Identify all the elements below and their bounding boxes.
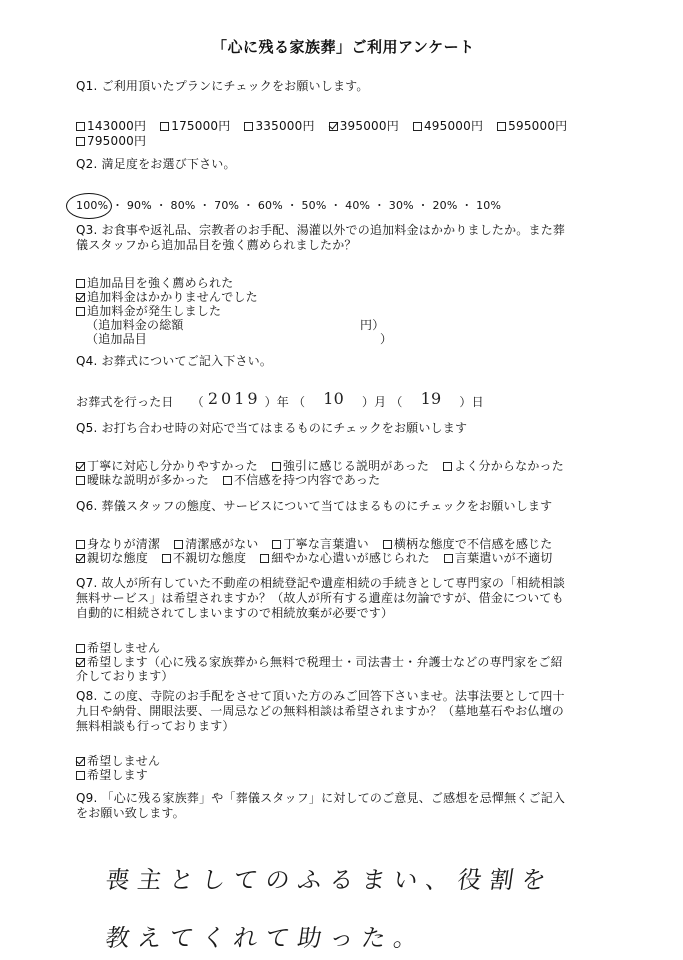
q3-items-close: ） <box>380 332 393 346</box>
q6-row2 <box>76 551 562 565</box>
q6-option[interactable]: 清潔感がない <box>174 537 258 551</box>
q1-option-795000[interactable]: 795000円 <box>76 134 146 148</box>
q4-year-value[interactable]: 2019 <box>207 389 261 408</box>
q1-option-595000[interactable]: 595000円 <box>497 119 567 133</box>
q5-option[interactable]: よく分からなかった <box>443 459 564 473</box>
q1-option-335000[interactable]: 335000円 <box>244 119 314 133</box>
q2-question: Q2. 満足度をお選び下さい。 <box>76 157 236 171</box>
q6-option[interactable]: 細やかな心遣いが感じられた <box>260 551 430 565</box>
q4-year-label: 年 <box>276 395 289 409</box>
q1-option-143000[interactable]: 143000円 <box>76 119 146 133</box>
q6-option[interactable]: 身なりが清潔 <box>76 537 160 551</box>
q4-month-value[interactable]: 10 <box>323 389 344 408</box>
q2-option[interactable]: 100% <box>76 199 109 212</box>
q2-option[interactable]: 20% <box>432 199 458 212</box>
q2-option[interactable]: 30% <box>388 199 414 212</box>
q7-question-line1: Q7. 故人が所有していた不動産の相続登記や遺産相続の手続きとして専門家の「相続相談 <box>76 576 566 590</box>
q3-items-label: （追加品目 <box>86 332 148 346</box>
q5-option[interactable]: 不信感を持つ内容であった <box>223 473 380 487</box>
q2-option[interactable]: 70% <box>214 199 240 212</box>
q8-option-2[interactable]: 希望します <box>76 768 148 782</box>
q1-question: Q1. ご利用頂いたプランにチェックをお願いします。 <box>76 79 369 93</box>
q4-month-label: 月 <box>374 395 387 409</box>
q2-option[interactable]: 40% <box>345 199 371 212</box>
q5-row1 <box>76 459 574 473</box>
q1-option-175000[interactable]: 175000円 <box>160 119 230 133</box>
q4-question: Q4. お葬式についてご記入下さい。 <box>76 354 273 368</box>
q4-date-row: お葬式を行った日 （ 2019 ）年 （ 10 ）月 （ 19 ）日 <box>76 389 484 409</box>
q5-option[interactable]: 丁寧に対応し分かりやすかった <box>76 459 258 473</box>
q8-question-line2: 九日や納骨、開眼法要、一周忌などの無料相談は希望されますか？（墓地墓石やお仏壇の <box>76 704 565 718</box>
q8-option-1[interactable]: 希望しません <box>76 754 160 768</box>
q2-option[interactable]: 10% <box>476 199 502 212</box>
q8-question-line1: Q8. この度、寺院のお手配をさせて頂いた方のみご回答下さいませ。法事法要として四十 <box>76 689 565 703</box>
q1-options <box>76 119 577 133</box>
q2-scale: 100% ・ 90% ・ 80% ・ 70% ・ 60% ・ 50% ・ 40% ・ 30% ・ 20% ・ 10% <box>76 199 502 212</box>
q3-total-label: （追加料金の総額 <box>86 318 184 332</box>
q9-answer-line2[interactable]: 教えてくれて助った。 <box>103 924 428 952</box>
q3-option-2[interactable]: 追加料金はかかりませんでした <box>76 290 258 304</box>
q2-option[interactable]: 60% <box>257 199 283 212</box>
q6-row1 <box>76 537 562 551</box>
q7-option-2[interactable]: 希望します（心に残る家族葬から無料で税理士・司法書士・弁護士などの専門家をご紹 <box>76 655 563 669</box>
q9-question-line1: Q9. 「心に残る家族葬」や「葬儀スタッフ」に対してのご意見、ご感想を忌憚無くご記入 <box>76 791 566 805</box>
q4-day-label: 日 <box>471 395 484 409</box>
q3-yen: 円） <box>360 318 385 332</box>
q2-option[interactable]: 80% <box>170 199 196 212</box>
q9-answer-line1[interactable]: 喪主としてのふるまい、役割を <box>103 866 556 894</box>
q8-question-line3: 無料相談も行っております） <box>76 719 235 733</box>
q4-lead: お葬式を行った日 <box>76 395 174 409</box>
q1-option-395000[interactable]: 395000円 <box>329 119 399 133</box>
q6-question: Q6. 葬儀スタッフの態度、サービスについて当てはまるものにチェックをお願いします <box>76 499 553 513</box>
q3-option-3[interactable]: 追加料金が発生しました <box>76 304 221 318</box>
q1-option-495000[interactable]: 495000円 <box>413 119 483 133</box>
q7-option-1[interactable]: 希望しません <box>76 641 160 655</box>
q3-question-line1: Q3. お食事や返礼品、宗教者のお手配、湯灌以外での追加料金はかかりましたか。また葬 <box>76 223 566 237</box>
q1-options-row2 <box>76 134 156 148</box>
q4-day-value[interactable]: 19 <box>420 389 442 408</box>
q5-option[interactable]: 強引に感じる説明があった <box>272 459 429 473</box>
q3-question-line2: 儀スタッフから追加品目を強く薦められましたか？ <box>76 238 357 252</box>
q6-option[interactable]: 横柄な態度で不信感を感じた <box>383 537 553 551</box>
q5-question: Q5. お打ち合わせ時の対応で当てはまるものにチェックをお願いします <box>76 421 468 435</box>
q7-question-line2: 無料サービス」は希望されますか？（故人が所有する遺産は勿論ですが、借金についても <box>76 591 564 605</box>
q7-option-2-cont: 介しております） <box>76 669 174 683</box>
q6-option[interactable]: 不親切な態度 <box>162 551 246 565</box>
page-title: 「心に残る家族葬」ご利用アンケート <box>212 38 475 56</box>
q3-option-1[interactable]: 追加品目を強く薦められた <box>76 276 233 290</box>
q5-row2 <box>76 473 390 487</box>
q6-option[interactable]: 言葉遣いが不適切 <box>444 551 553 565</box>
q7-question-line3: 自動的に相続されてしまいますので相続放棄が必要です） <box>76 606 394 620</box>
q5-option[interactable]: 曖昧な説明が多かった <box>76 473 209 487</box>
q2-option[interactable]: 50% <box>301 199 327 212</box>
q9-question-line2: をお願い致します。 <box>76 806 185 820</box>
q6-option[interactable]: 親切な態度 <box>76 551 148 565</box>
q2-option[interactable]: 90% <box>126 199 152 212</box>
q6-option[interactable]: 丁寧な言葉遣い <box>272 537 368 551</box>
